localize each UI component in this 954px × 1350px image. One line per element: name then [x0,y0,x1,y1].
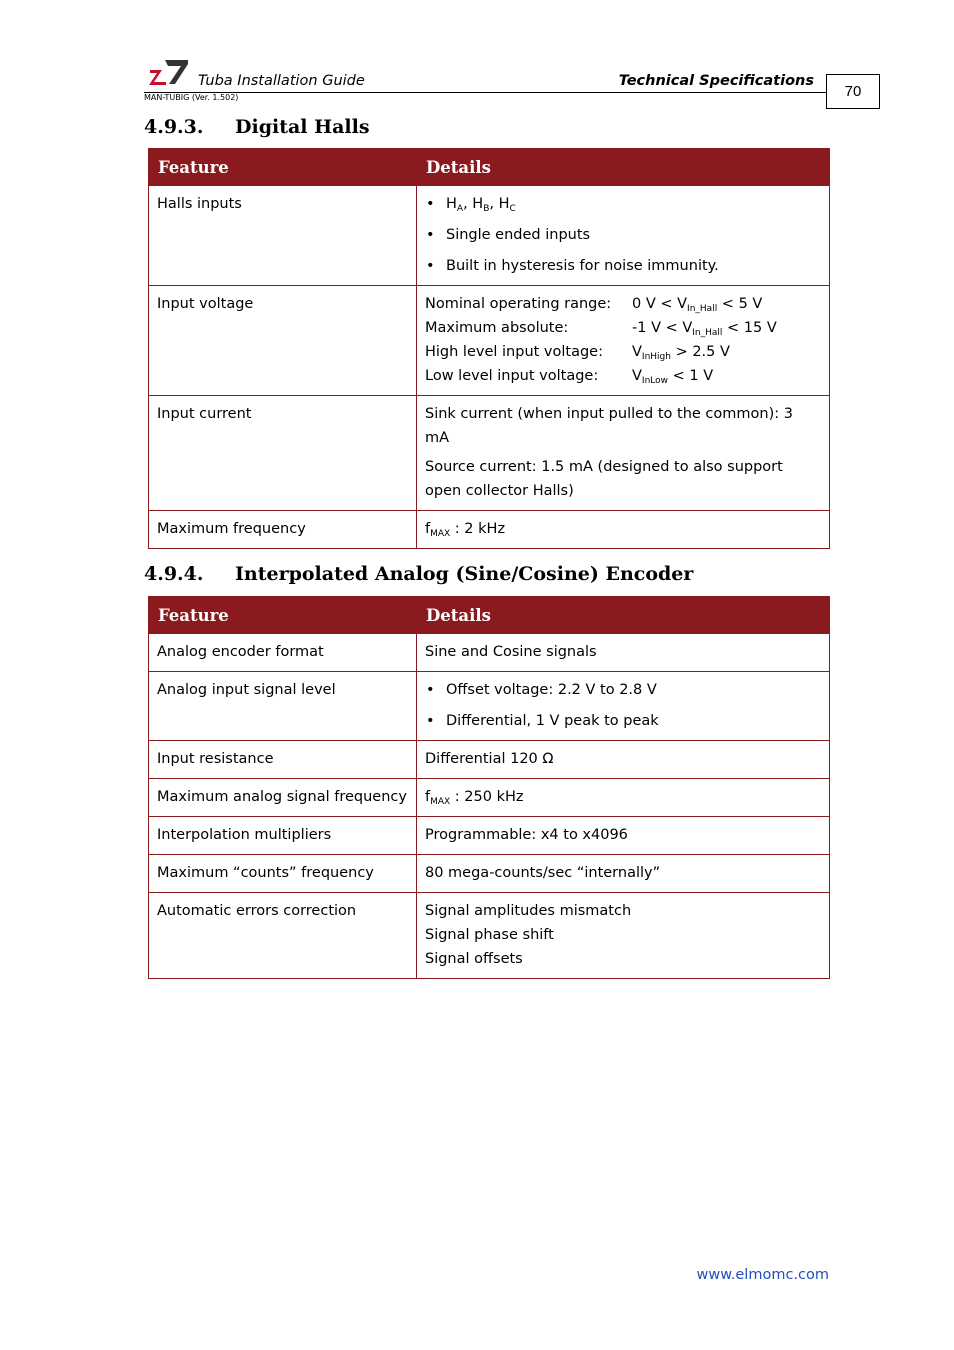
details-cell: $f_{MAX}$ : 250 kHz [417,779,830,817]
feature-cell: Maximum frequency [149,511,417,549]
feature-cell: Automatic errors correction [149,893,417,979]
column-header-feature: Feature [149,149,417,186]
details-cell: Sine and Cosine signals [417,634,830,672]
feature-cell: Input voltage [149,286,417,396]
column-header-feature: Feature [149,597,417,634]
table-row [149,286,830,396]
details-cell [417,186,830,286]
voltage-spec-grid: Nominal operating range: 0 $V < V_{In\_Hall} < 5$ V Maximum absolute: -1 $V < V_{In\_Hall} < 15$ V High level input voltage: $V_{InHigh} > 2.5$ V Low level input voltage: $V_{InLow} < 1$ V [425,296,777,386]
page-number: 70 [826,74,880,109]
paragraph: Sink current (when input pulled to the common): 3 mA [425,406,793,446]
table-row [149,817,830,855]
analog-encoder-table [148,596,830,979]
list-item: • Single ended inputs [417,223,821,247]
section-title-text: Digital Halls [235,116,370,138]
section-number: 4.9.4. [144,563,204,585]
table-row [149,672,830,741]
correction-line: Signal phase shift [425,927,554,943]
table-row [149,634,830,672]
feature-cell: Maximum “counts” frequency [149,855,417,893]
section-title: Technical Specifications [618,73,814,89]
digital-halls-table [148,148,830,549]
section-number: 4.9.3. [144,116,204,138]
feature-cell: Analog encoder format [149,634,417,672]
table-row [149,893,830,979]
section-heading-analog-encoder [144,563,693,585]
table-row [149,186,830,286]
column-header-details: Details [417,149,830,186]
details-cell [417,286,830,396]
list-item: • $H_A$, $H_B$, $H_C$ [417,192,821,216]
details-cell: Programmable: x4 to x4096 [417,817,830,855]
table-row [149,396,830,511]
feature-cell: Input resistance [149,741,417,779]
details-cell [417,672,830,741]
table-row [149,741,830,779]
feature-cell: Interpolation multipliers [149,817,417,855]
table-row [149,779,830,817]
document-title: Tuba Installation Guide [198,73,365,89]
feature-cell: Maximum analog signal frequency [149,779,417,817]
table-row [149,855,830,893]
feature-cell: Input current [149,396,417,511]
document-id: MAN-TUBIG (Ver. 1.502) [144,93,239,102]
paragraph: Source current: 1.5 mA (designed to also support open collector Halls) [425,459,783,499]
details-cell: 80 mega-counts/sec “internally” [417,855,830,893]
list-item: • Offset voltage: 2.2 V to 2.8 V [417,678,821,702]
elmo-logo-icon [148,58,190,86]
header-divider [144,92,826,93]
section-title-text: Interpolated Analog (Sine/Cosine) Encoder [235,563,694,585]
table-header-row [149,149,830,186]
table-row [149,511,830,549]
list-item: • Differential, 1 V peak to peak [417,709,821,733]
column-header-details: Details [417,597,830,634]
details-cell [417,396,830,511]
website-link[interactable]: www.elmomc.com [696,1267,829,1283]
correction-line: Signal offsets [425,951,523,967]
details-cell: Differential 120 Ω [417,741,830,779]
correction-line: Signal amplitudes mismatch [425,903,632,919]
list-item: • Built in hysteresis for noise immunity. [417,254,821,278]
bullet-list [417,192,821,278]
feature-cell: Halls inputs [149,186,417,286]
details-cell: $f_{MAX}$ : 2 kHz [417,511,830,549]
feature-cell: Analog input signal level [149,672,417,741]
table-header-row [149,597,830,634]
bullet-list [417,678,821,733]
section-heading-digital-halls [144,116,370,138]
details-cell [417,893,830,979]
